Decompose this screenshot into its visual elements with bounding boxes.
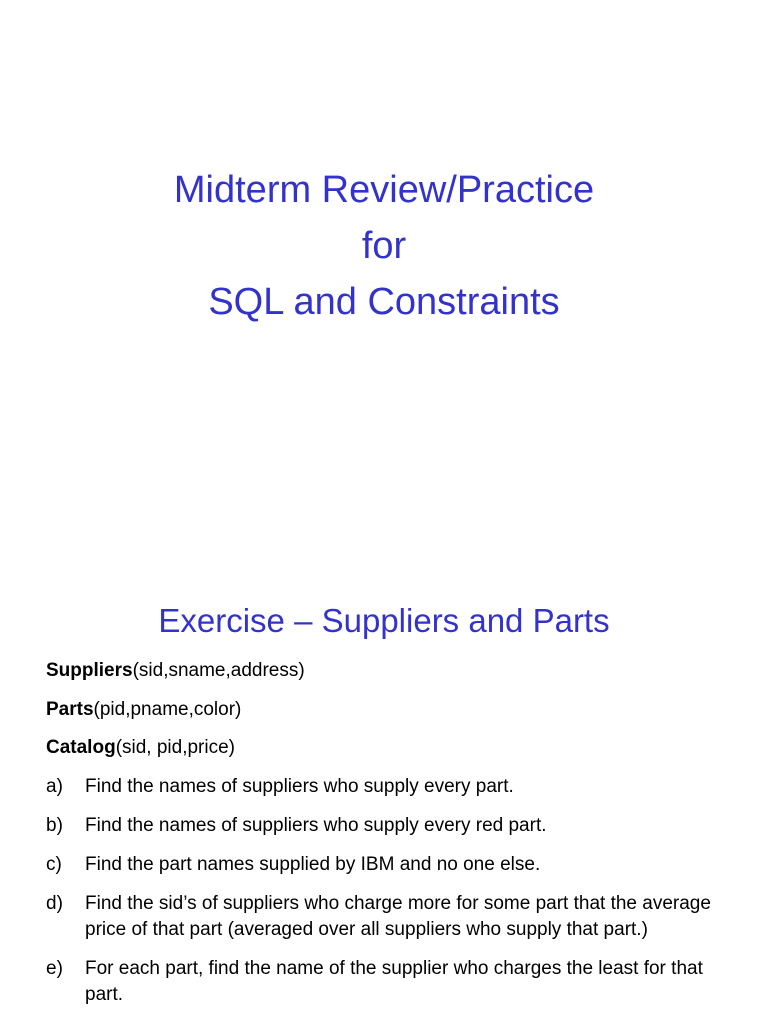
question-d [46,891,746,943]
slide-title-line-1: Midterm Review/Practice [173,169,595,211]
question-text: Find the names of suppliers who supply every part. [85,776,514,797]
question-a [46,774,746,800]
question-marker: b) [46,815,63,836]
schema-parts [46,698,241,722]
schema-relation-name: Parts [46,699,94,720]
slide-title-line-2: for [361,225,407,267]
exercise-title: Exercise – Suppliers and Parts [158,602,610,639]
question-text: Find the sid’s of suppliers who charge more for some part that the average price of that part (averaged over all suppliers who supply that part.) [85,893,711,940]
schema-attributes: (pid,pname,color) [93,699,242,720]
schema-suppliers [46,659,305,683]
question-list [46,774,746,1021]
question-marker: e) [46,958,63,979]
question-c [46,852,746,878]
schema-relation-name: Suppliers [46,660,133,681]
question-text: Find the part names supplied by IBM and no one else. [85,854,541,875]
schema-catalog [46,736,235,760]
question-marker: d) [46,893,63,914]
slide-title [0,162,768,330]
question-b [46,813,746,839]
schema-relation-name: Catalog [46,737,116,758]
question-e [46,956,746,1008]
question-marker: c) [46,854,62,875]
question-text: For each part, find the name of the supplier who charges the least for that part. [85,958,703,1005]
slide-title-line-3: SQL and Constraints [208,281,560,323]
question-text: Find the names of suppliers who supply every red part. [85,815,547,836]
schema-attributes: (sid, pid,price) [115,737,236,758]
question-marker: a) [46,776,63,797]
schema-attributes: (sid,sname,address) [132,660,305,681]
